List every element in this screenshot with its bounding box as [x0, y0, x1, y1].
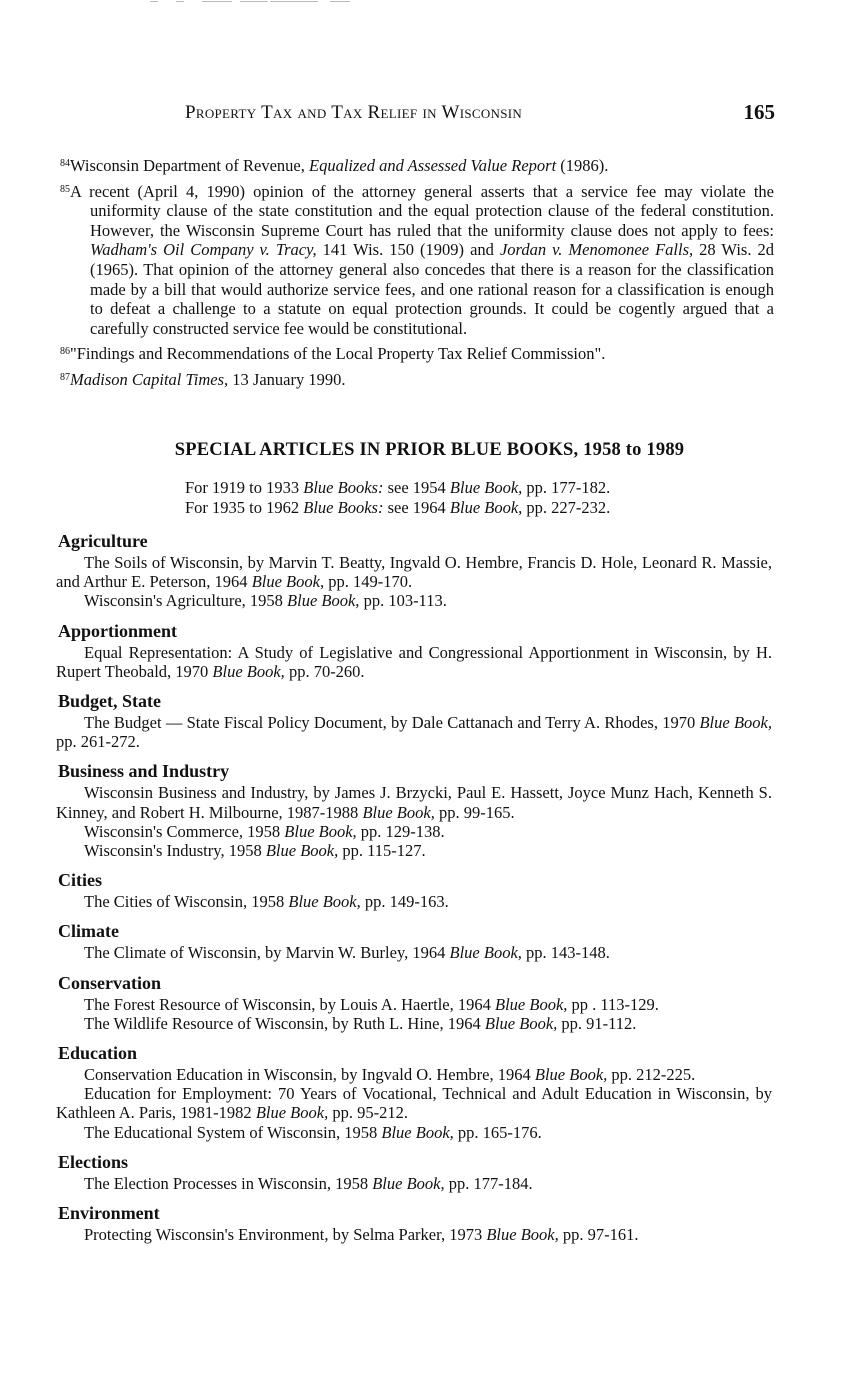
- entry-pages: pp. 115-127.: [338, 841, 426, 861]
- ref-italic: Blue Book,: [449, 498, 523, 517]
- section-heading: Education: [58, 1043, 138, 1064]
- footnote-text: 141 Wis. 150 (1909) and: [316, 240, 500, 260]
- top-edge-marks: [150, 0, 350, 4]
- page-number: 165: [743, 100, 775, 124]
- entry-pages: pp. 129-138.: [356, 821, 445, 841]
- section-heading: Climate: [58, 921, 119, 942]
- footnote-number: 84: [60, 158, 70, 169]
- entry-pages: pp. 149-170.: [324, 572, 413, 592]
- article-entry: [56, 591, 772, 610]
- entry-pages: pp. 95-212.: [328, 1103, 408, 1123]
- section-heading: Agriculture: [58, 531, 148, 551]
- article-entry: [56, 841, 772, 860]
- blue-book-label: Blue Book,: [486, 1225, 559, 1245]
- article-entry: [56, 1174, 772, 1193]
- section-conservation: [56, 972, 772, 1033]
- article-entry: [56, 1225, 772, 1244]
- entry-text: Wisconsin's Agriculture, 1958: [84, 591, 288, 611]
- blue-book-label: Blue Book,: [288, 892, 361, 912]
- blue-book-label: Blue Book,: [255, 1103, 329, 1123]
- entry-pages: pp. 165-176.: [453, 1122, 542, 1142]
- article-entry: [56, 822, 772, 841]
- article-entry: [56, 713, 772, 751]
- entry-text: Wisconsin's Industry, 1958: [84, 841, 266, 861]
- section-heading: Elections: [58, 1151, 128, 1172]
- footnote-number: 86: [60, 346, 70, 358]
- articles-title: SPECIAL ARTICLES IN PRIOR BLUE BOOKS, 1958 to 1989: [174, 440, 685, 460]
- case-citation: Wadham's Oil Company v. Tracy,: [90, 240, 317, 260]
- section-budget-state: [56, 690, 772, 751]
- entry-text: The Soils of Wisconsin, by Marvin T. Beatty, Ingvald O. Hembre, Francis D. Hole, Leonard R. Massie, and Arthur E. Peterson, 1964: [56, 553, 772, 592]
- footnotes: [60, 154, 774, 394]
- section-heading: Business and Industry: [58, 761, 230, 782]
- blue-book-label: Blue Book,: [484, 1013, 558, 1033]
- entry-text: The Educational System of Wisconsin, 1958: [84, 1122, 382, 1142]
- entry-pages: pp. 149-163.: [360, 892, 449, 912]
- ref-text: pp. 227-232.: [522, 498, 611, 517]
- article-entry: [56, 1084, 772, 1122]
- footnote-title: Equalized and Assessed Value Report: [308, 156, 557, 175]
- article-entry: [56, 643, 772, 681]
- entry-text: Conservation Education in Wisconsin, by Ingvald O. Hembre, 1964: [84, 1065, 535, 1085]
- section-heading: Budget, State: [58, 691, 161, 712]
- blue-book-label: Blue Book,: [362, 802, 435, 822]
- footnote-text: A recent (April 4, 1990) opinion of the attorney general asserts that a service fee may violate the uniformity clause of the state constitution and the equal protection clause of the federal constitution. However, the Wisconsin Supreme Court has ruled that the uniformity clause does not apply to fees:: [70, 181, 774, 240]
- footnote-number: 87: [60, 371, 70, 383]
- entry-text: The Cities of Wisconsin, 1958: [84, 892, 289, 912]
- article-entry: [56, 995, 772, 1014]
- section-heading: Cities: [58, 870, 102, 891]
- article-entry: [56, 943, 772, 962]
- ref-text: For 1935 to 1962: [185, 498, 304, 517]
- article-entry: [56, 1123, 772, 1142]
- blue-book-label: Blue Book,: [265, 841, 339, 861]
- footnote-86: [60, 342, 774, 364]
- section-heading: Environment: [58, 1203, 160, 1224]
- footnote-text: 28 Wis. 2d (1965). That opinion of the attorney general also concedes that there is a reason for the classification made by a bill that would authorize service fees, and one rational reason for a classification is enough to defeat a challenge to a statute on equal protection grounds. It could be cogently argued that a carefully constructed service fee would be constitutional.: [90, 240, 775, 338]
- blue-book-label: Blue Book,: [699, 713, 772, 733]
- blue-book-label: Blue Book,: [495, 994, 568, 1014]
- footnote-85: [60, 180, 774, 339]
- footnote-text: (1986).: [556, 156, 609, 175]
- footnote-text: 13 January 1990.: [228, 369, 346, 389]
- prior-references: [185, 478, 610, 518]
- article-entry: [56, 1065, 772, 1084]
- article-entry: [56, 553, 772, 591]
- entry-text: The Budget — State Fiscal Policy Document, by Dale Cattanach and Terry A. Rhodes, 1970: [84, 713, 700, 733]
- section-climate: [56, 920, 772, 962]
- ref-text: For 1919 to 1933: [185, 478, 304, 497]
- entry-text: Education for Employment: 70 Years of Vocational, Technical and Adult Education in Wisconsin, by Kathleen A. Paris, 1981-1982: [56, 1084, 772, 1123]
- entry-text: Wisconsin Business and Industry, by James J. Brzycki, Paul E. Hassett, Joyce Munz Hach, Kenneth S. Kinney, and Robert H. Milbourne, 1987-1988: [56, 783, 772, 822]
- entry-text: The Climate of Wisconsin, by Marvin W. Burley, 1964: [84, 943, 450, 963]
- entry-text: Equal Representation: A Study of Legislative and Congressional Apportionment in Wisconsin, by H. Rupert Theobald, 1970: [56, 642, 772, 681]
- article-entry: [56, 783, 772, 821]
- section-education: [56, 1042, 772, 1142]
- section-heading: Conservation: [58, 972, 161, 993]
- entry-pages: pp. 212-225.: [607, 1065, 696, 1085]
- running-title: Property Tax and Tax Relief in Wisconsin: [185, 102, 523, 123]
- entry-text: Protecting Wisconsin's Environment, by Selma Parker, 1973: [84, 1225, 487, 1245]
- footnote-84: [60, 154, 774, 176]
- entry-pages: pp. 91-112.: [557, 1013, 637, 1033]
- ref-text: pp. 177-182.: [522, 478, 611, 497]
- blue-book-label: Blue Book,: [449, 943, 522, 963]
- blue-book-label: Blue Book,: [534, 1065, 608, 1085]
- footnote-text: Wisconsin Department of Revenue,: [70, 156, 309, 175]
- blue-book-label: Blue Book,: [287, 591, 360, 611]
- section-agriculture: [56, 530, 772, 611]
- entry-pages: pp. 177-184.: [444, 1173, 533, 1193]
- prior-reference: [185, 478, 610, 498]
- section-environment: [56, 1202, 772, 1244]
- entry-text: The Forest Resource of Wisconsin, by Louis A. Haertle, 1964: [84, 994, 496, 1014]
- ref-text: see 1954: [383, 478, 450, 497]
- section-cities: [56, 869, 772, 911]
- entry-pages: pp. 99-165.: [434, 802, 515, 822]
- section-apportionment: [56, 620, 772, 681]
- entry-text: The Wildlife Resource of Wisconsin, by Ruth L. Hine, 1964: [84, 1013, 485, 1033]
- ref-text: see 1964: [383, 498, 450, 517]
- section-business-and-industry: [56, 760, 772, 860]
- entry-text: The Election Processes in Wisconsin, 1958: [84, 1173, 373, 1193]
- ref-italic: Blue Book,: [449, 478, 523, 497]
- page-header: [0, 100, 859, 130]
- section-elections: [56, 1151, 772, 1193]
- entry-text: Wisconsin's Commerce, 1958: [84, 821, 285, 841]
- article-sections: [56, 530, 772, 1253]
- article-entry: [56, 892, 772, 911]
- blue-book-label: Blue Book,: [381, 1122, 454, 1142]
- footnote-title: Madison Capital Times,: [70, 369, 229, 389]
- prior-reference: [185, 498, 610, 518]
- entry-pages: pp. 97-161.: [558, 1225, 639, 1245]
- footnote-87: [60, 368, 774, 390]
- article-entry: [56, 1014, 772, 1033]
- entry-pages: pp. 70-260.: [284, 661, 365, 681]
- section-heading: Apportionment: [58, 620, 178, 641]
- blue-book-label: Blue Book,: [251, 572, 325, 592]
- ref-italic: Blue Books:: [303, 498, 384, 517]
- entry-pages: pp . 113-129.: [567, 994, 659, 1014]
- blue-book-label: Blue Book,: [372, 1173, 445, 1193]
- entry-pages: pp. 103-113.: [359, 591, 447, 611]
- entry-pages: pp. 143-148.: [521, 943, 610, 963]
- blue-book-label: Blue Book,: [212, 661, 285, 681]
- entry-pages: pp. 261-272.: [56, 732, 140, 752]
- case-citation: Jordan v. Menomonee Falls,: [499, 240, 694, 260]
- blue-book-label: Blue Book,: [284, 821, 357, 841]
- ref-italic: Blue Books:: [303, 478, 384, 497]
- footnote-text: "Findings and Recommendations of the Local Property Tax Relief Commission".: [70, 344, 606, 364]
- footnote-number: 85: [60, 183, 70, 195]
